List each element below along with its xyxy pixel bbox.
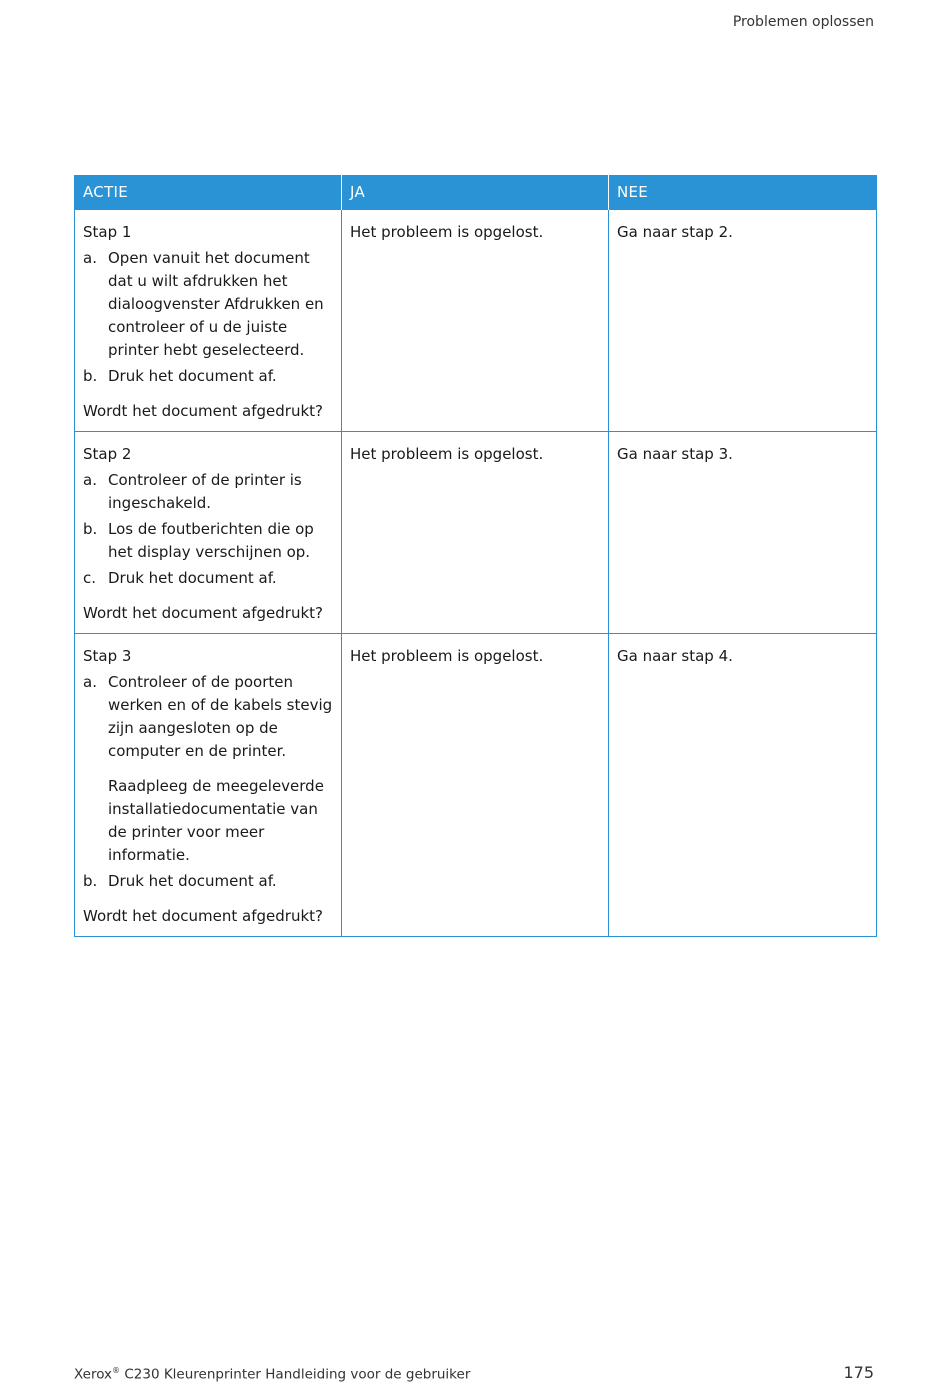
substep [83, 365, 333, 388]
table-header-row [75, 175, 877, 210]
substep-note: Raadpleeg de meegeleverde installatiedocumentatie van de printer voor meer informatie. [108, 777, 324, 864]
substep-text: Controleer of de poorten werken en of de kabels stevig zijn aangesloten op de computer en de printer. [108, 673, 333, 760]
step-title: Stap 1 [83, 223, 132, 241]
footer-brand: Xerox [74, 1366, 113, 1383]
substep-text: Druk het document af. [108, 569, 277, 587]
substep [83, 247, 333, 362]
footer-title-text: C230 Kleurenprinter Handleiding voor de gebruiker [120, 1366, 471, 1383]
substep [83, 567, 333, 590]
substep-text: Controleer of de printer is ingeschakeld. [108, 471, 302, 512]
substep-text: Open vanuit het document dat u wilt afdrukken het dialoogvenster Afdrukken en controleer of u de juiste printer hebt geselecteerd. [108, 249, 324, 359]
footer-document-title [74, 1366, 470, 1383]
action-cell [75, 432, 342, 634]
substep-marker: a. [83, 471, 97, 489]
substep-list [83, 247, 333, 388]
substep [83, 518, 333, 564]
troubleshooting-table-container [74, 175, 876, 937]
substep-marker: b. [83, 872, 98, 890]
substep-text: Los de foutberichten die op het display verschijnen op. [108, 520, 314, 561]
table-row [75, 432, 877, 634]
page-number: 175 [843, 1363, 874, 1382]
yes-cell: Het probleem is opgelost. [342, 210, 609, 432]
troubleshooting-table [74, 175, 877, 937]
substep-marker: b. [83, 520, 98, 538]
column-header-ja: JA [342, 175, 609, 210]
substep-list [83, 671, 333, 893]
substep [83, 870, 333, 893]
step-title: Stap 3 [83, 647, 132, 665]
substep [83, 671, 333, 867]
substep-text: Druk het document af. [108, 367, 277, 385]
step-question: Wordt het document afgedrukt? [83, 604, 323, 622]
step-title: Stap 2 [83, 445, 132, 463]
column-header-nee: NEE [609, 175, 877, 210]
substep-marker: a. [83, 249, 97, 267]
action-cell [75, 210, 342, 432]
substep-list [83, 469, 333, 590]
no-cell: Ga naar stap 2. [609, 210, 877, 432]
substep-text: Druk het document af. [108, 872, 277, 890]
column-header-actie: ACTIE [75, 175, 342, 210]
substep-marker: b. [83, 367, 98, 385]
step-question: Wordt het document afgedrukt? [83, 402, 323, 420]
registered-mark: ® [112, 1366, 121, 1375]
running-header: Problemen oplossen [732, 14, 874, 30]
yes-cell: Het probleem is opgelost. [342, 432, 609, 634]
substep-marker: a. [83, 673, 97, 691]
no-cell: Ga naar stap 4. [609, 634, 877, 937]
action-cell [75, 634, 342, 937]
substep-marker: c. [83, 569, 97, 587]
table-row [75, 210, 877, 432]
table-row [75, 634, 877, 937]
no-cell: Ga naar stap 3. [609, 432, 877, 634]
step-question: Wordt het document afgedrukt? [83, 907, 323, 925]
yes-cell: Het probleem is opgelost. [342, 634, 609, 937]
substep [83, 469, 333, 515]
